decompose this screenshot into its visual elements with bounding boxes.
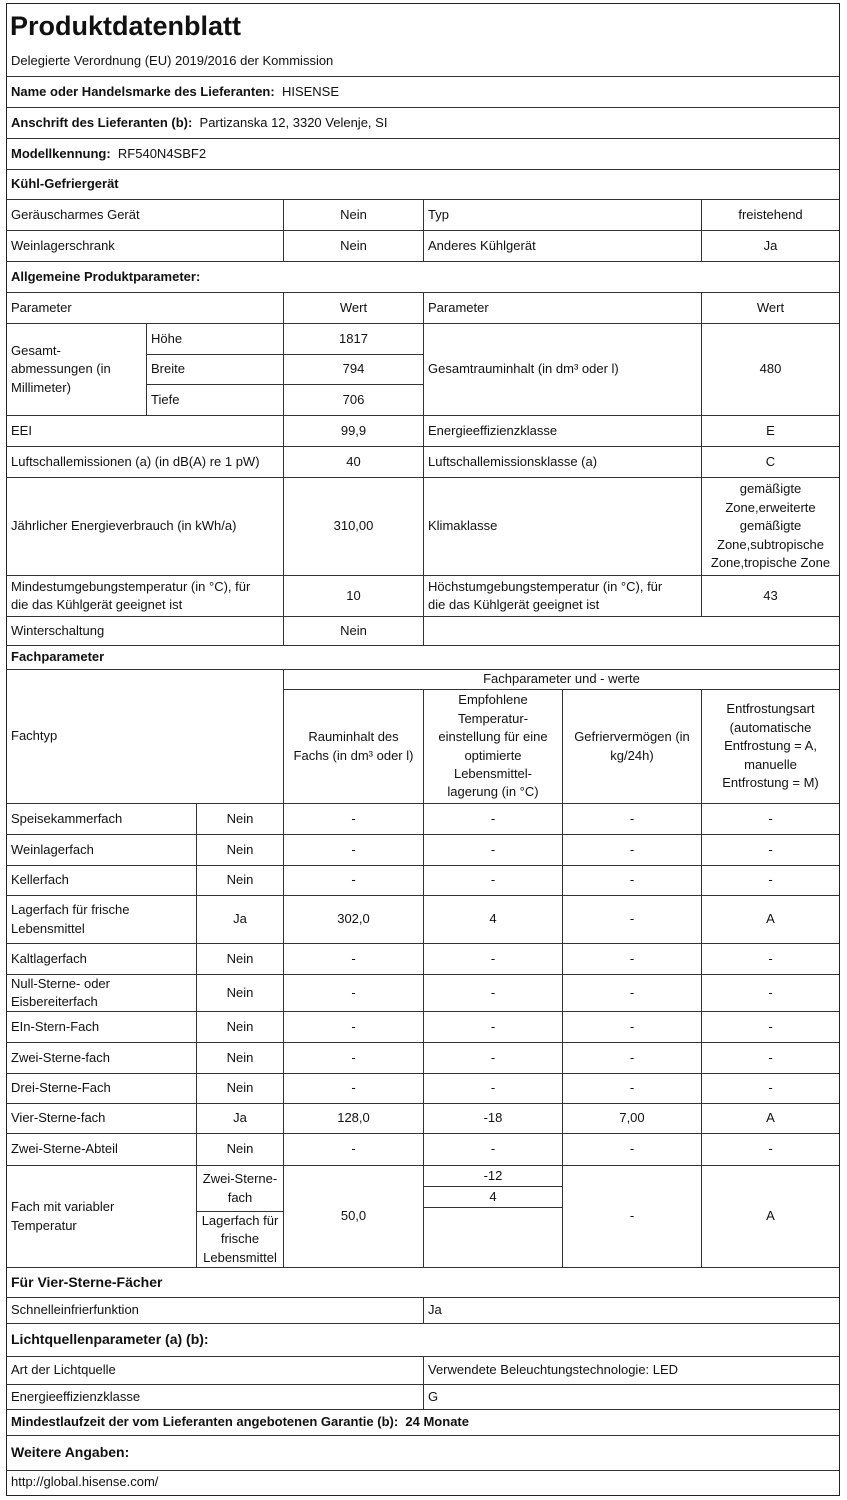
model-identifier-value: RF540N4SBF2 (117, 145, 207, 161)
compartment-temp: - (423, 834, 562, 865)
energy-label: Jährlicher Energieverbrauch (in kWh/a) (7, 477, 283, 575)
variable-sub-1: Zwei-Sterne- fach (196, 1165, 283, 1211)
ambient-temp-label-2: Höchstumgebungstemperatur (in °C), für die das Kühlgerät geeignet ist (423, 575, 701, 616)
compartment-defrost: - (701, 1011, 839, 1042)
supplier-address-value: Partizanska 12, 3320 Velenje, SI (199, 114, 388, 130)
compartment-name: Zwei-Sterne-Abteil (7, 1133, 196, 1165)
supplier-address (7, 107, 839, 138)
model-identifier (7, 138, 839, 169)
light-class-label: Energieeffizienzklasse (7, 1384, 423, 1409)
supplier-address-label: Anschrift des Lieferanten (b): (11, 114, 193, 130)
low-noise-value: Nein (283, 199, 423, 230)
noise-value: 40 (283, 446, 423, 477)
wine-cabinet-label: Weinlagerschrank (7, 230, 283, 261)
compartment-type-label: Fachtyp (7, 669, 283, 803)
compartment-defrost: - (701, 1133, 839, 1165)
compartment-freeze: - (562, 1011, 701, 1042)
compartment-defrost: - (701, 865, 839, 895)
compartment-temp: - (423, 1042, 562, 1073)
compartment-temp: 4 (423, 895, 562, 943)
appliance-type-header: Kühl-Gefriergerät (7, 169, 839, 199)
compartment-name: Null-Sterne- oder Eisbereiterfach (7, 974, 196, 1011)
ambient-temp-value: 10 (283, 575, 423, 616)
col-defrost-header: Entfrostungsart (automatische Entfrostung = A, manuelle Entfrostung = M) (701, 689, 839, 803)
winter-switch-label: Winterschaltung (7, 616, 283, 645)
compartment-name: Vier-Sterne-fach (7, 1103, 196, 1133)
product-data-sheet (6, 3, 840, 1496)
compartment-volume: - (283, 1073, 423, 1103)
compartment-volume: 302,0 (283, 895, 423, 943)
param-header-label-2: Parameter (423, 292, 701, 323)
noise-label-2: Luftschallemissionsklasse (a) (423, 446, 701, 477)
low-noise-label: Geräuscharmes Gerät (7, 199, 283, 230)
compartment-volume: - (283, 943, 423, 974)
eei-value-2: E (701, 415, 839, 446)
website-url: http://global.hisense.com/ (7, 1470, 839, 1494)
volume-value: 480 (701, 323, 839, 415)
page-title: Produktdatenblatt (10, 10, 242, 41)
compartment-freeze: - (562, 1042, 701, 1073)
depth-label: Tiefe (146, 384, 283, 415)
height-value: 1817 (283, 323, 423, 354)
eei-value: 99,9 (283, 415, 423, 446)
compartment-present: Ja (196, 895, 283, 943)
general-parameters-header: Allgemeine Produktparameter: (7, 261, 839, 292)
noise-value-2: C (701, 446, 839, 477)
light-source-header: Lichtquellenparameter (a) (b): (7, 1323, 839, 1356)
height-label: Höhe (146, 323, 283, 354)
param-header-label: Parameter (7, 292, 283, 323)
wine-cabinet-value: Nein (283, 230, 423, 261)
compartment-present: Nein (196, 1073, 283, 1103)
compartment-volume: - (283, 1042, 423, 1073)
compartment-defrost: - (701, 1073, 839, 1103)
four-star-header: Für Vier-Sterne-Fächer (7, 1267, 839, 1297)
compartment-freeze: - (562, 974, 701, 1011)
compartment-present: Nein (196, 1042, 283, 1073)
light-type-value: Verwendete Beleuchtungstechnologie: LED (423, 1356, 839, 1384)
compartment-name: Zwei-Sterne-fach (7, 1042, 196, 1073)
compartment-name: Kellerfach (7, 865, 196, 895)
winter-switch-value: Nein (283, 616, 423, 645)
ambient-temp-label: Mindestumgebungstemperatur (in °C), für die das Kühlgerät geeignet ist (7, 575, 283, 616)
compartment-present: Nein (196, 1011, 283, 1042)
low-noise-label-2: Typ (423, 199, 701, 230)
compartment-present: Ja (196, 1103, 283, 1133)
compartment-name: Weinlagerfach (7, 834, 196, 865)
compartment-freeze: - (562, 1133, 701, 1165)
compartment-defrost: - (701, 943, 839, 974)
variable-freeze: - (562, 1165, 701, 1267)
param-header-value-2: Wert (701, 292, 839, 323)
low-noise-value-2: freistehend (701, 199, 839, 230)
variable-temp-2: 4 (423, 1186, 562, 1208)
supplier-name (7, 76, 839, 107)
light-class-value: G (423, 1384, 839, 1409)
compartment-volume: - (283, 865, 423, 895)
compartment-temp: - (423, 865, 562, 895)
wine-cabinet-value-2: Ja (701, 230, 839, 261)
compartment-volume: - (283, 974, 423, 1011)
compartment-freeze: - (562, 895, 701, 943)
variable-defrost: A (701, 1165, 839, 1267)
compartment-freeze: - (562, 1073, 701, 1103)
variable-compartment-name: Fach mit variabler Temperatur (7, 1165, 196, 1267)
variable-temp-1: -12 (423, 1165, 562, 1186)
energy-value: 310,00 (283, 477, 423, 575)
compartment-volume: 128,0 (283, 1103, 423, 1133)
compartment-name: Drei-Sterne-Fach (7, 1073, 196, 1103)
regulation-text: Delegierte Verordnung (EU) 2019/2016 der Kommission (11, 53, 334, 69)
compartment-name: EIn-Stern-Fach (7, 1011, 196, 1042)
col-temp-header: Empfohlene Temperatur- einstellung für eine optimierte Lebensmittel- lagerung (in °C) (423, 689, 562, 803)
param-header-value: Wert (283, 292, 423, 323)
compartment-name: Kaltlagerfach (7, 943, 196, 974)
compartment-present: Nein (196, 974, 283, 1011)
compartment-freeze: - (562, 865, 701, 895)
width-value: 794 (283, 354, 423, 384)
variable-volume: 50,0 (283, 1165, 423, 1267)
compartment-defrost: - (701, 803, 839, 834)
eei-label-2: Energieeffizienzklasse (423, 415, 701, 446)
col-freeze-header: Gefriervermögen (in kg/24h) (562, 689, 701, 803)
compartment-present: Nein (196, 834, 283, 865)
width-label: Breite (146, 354, 283, 384)
eei-label: EEI (7, 415, 283, 446)
compartment-defrost: A (701, 1103, 839, 1133)
compartment-defrost: A (701, 895, 839, 943)
supplier-name-label: Name oder Handelsmarke des Lieferanten: (11, 83, 275, 99)
compartment-temp: - (423, 974, 562, 1011)
energy-value-2: gemäßigte Zone,erweiterte gemäßigte Zone,subtropische Zone,tropische Zone (701, 477, 839, 575)
depth-value: 706 (283, 384, 423, 415)
compartment-temp: - (423, 1133, 562, 1165)
compartment-volume: - (283, 1011, 423, 1042)
ambient-temp-value-2: 43 (701, 575, 839, 616)
warranty-label: Mindestlaufzeit der vom Lieferanten angebotenen Garantie (b): (11, 1414, 399, 1430)
supplier-name-value: HISENSE (281, 83, 340, 99)
fast-freeze-value: Ja (423, 1297, 839, 1323)
compartment-present: Nein (196, 803, 283, 834)
compartment-present: Nein (196, 943, 283, 974)
noise-label: Luftschallemissionen (a) (in dB(A) re 1 pW) (7, 446, 283, 477)
compartment-temp: - (423, 803, 562, 834)
compartment-volume: - (283, 834, 423, 865)
winter-switch-empty (423, 616, 839, 645)
wine-cabinet-label-2: Anderes Kühlgerät (423, 230, 701, 261)
compartment-present: Nein (196, 865, 283, 895)
compartment-name: Lagerfach für frische Lebensmittel (7, 895, 196, 943)
compartment-freeze: - (562, 943, 701, 974)
compartment-temp: -18 (423, 1103, 562, 1133)
warranty-row (7, 1409, 839, 1435)
compartment-defrost: - (701, 834, 839, 865)
dimensions-label: Gesamt- abmessungen (in Millimeter) (7, 323, 146, 415)
compartment-freeze: - (562, 803, 701, 834)
model-identifier-label: Modellkennung: (11, 145, 111, 161)
compartment-temp: - (423, 1011, 562, 1042)
variable-sub-2: Lagerfach für frische Lebensmittel (196, 1211, 283, 1267)
compartment-temp: - (423, 943, 562, 974)
compartment-defrost: - (701, 1042, 839, 1073)
compartment-volume: - (283, 803, 423, 834)
light-type-label: Art der Lichtquelle (7, 1356, 423, 1384)
compartment-defrost: - (701, 974, 839, 1011)
fast-freeze-label: Schnelleinfrierfunktion (7, 1297, 423, 1323)
compartment-name: Speisekammerfach (7, 803, 196, 834)
compartment-freeze: 7,00 (562, 1103, 701, 1133)
variable-temp-empty (423, 1208, 562, 1267)
volume-label: Gesamtrauminhalt (in dm³ oder l) (423, 323, 701, 415)
compartment-header: Fachparameter (7, 645, 839, 669)
further-info-header: Weitere Angaben: (7, 1435, 839, 1470)
compartment-present: Nein (196, 1133, 283, 1165)
col-volume-header: Rauminhalt des Fachs (in dm³ oder l) (283, 689, 423, 803)
compartment-freeze: - (562, 834, 701, 865)
compartment-group-header: Fachparameter und - werte (283, 669, 839, 689)
compartment-volume: - (283, 1133, 423, 1165)
compartment-temp: - (423, 1073, 562, 1103)
energy-label-2: Klimaklasse (423, 477, 701, 575)
warranty-value: 24 Monate (405, 1414, 469, 1430)
